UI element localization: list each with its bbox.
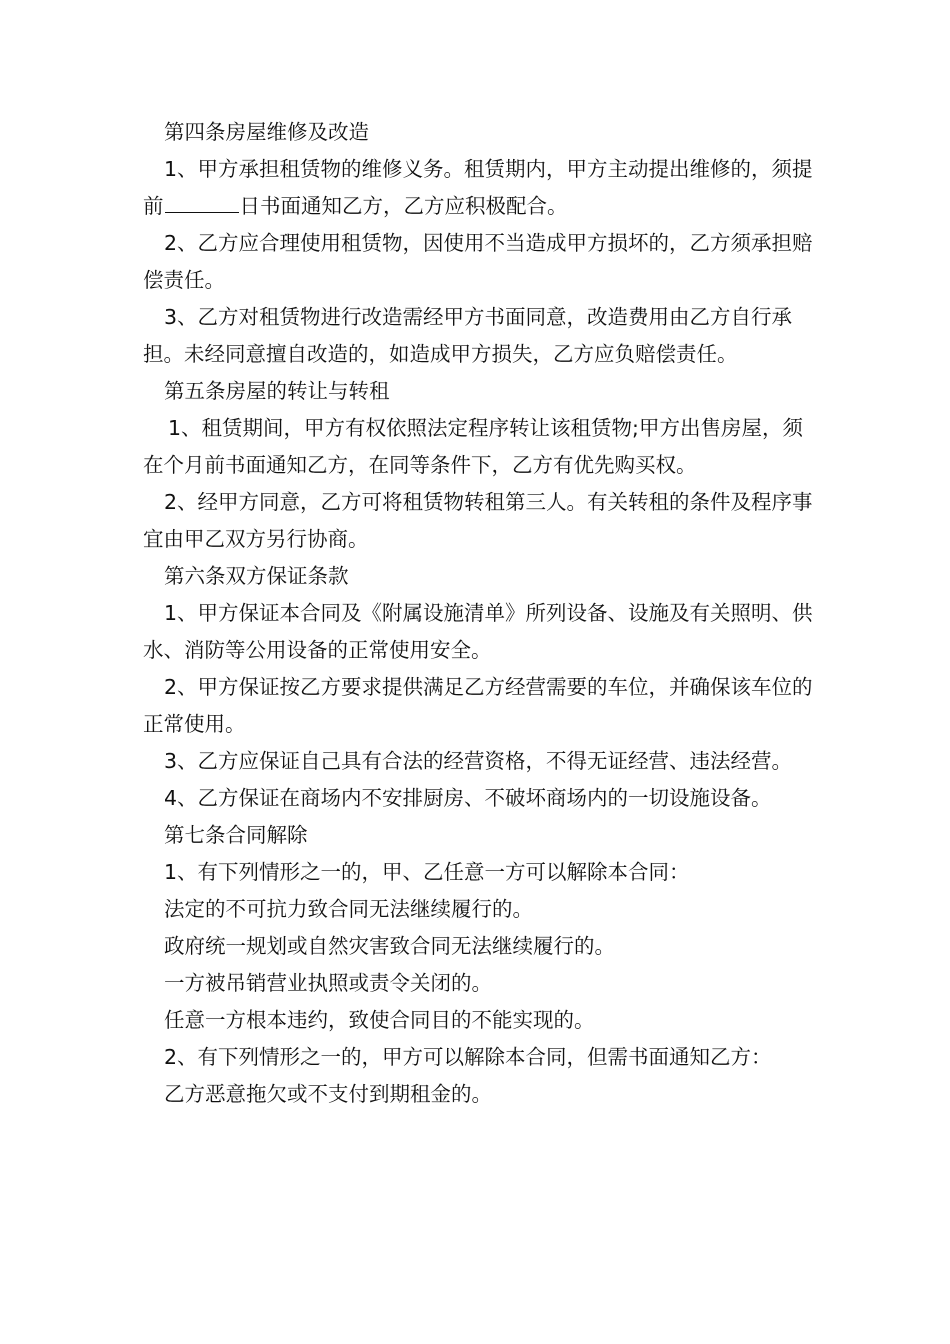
article-7-condition-1: 法定的不可抗力致合同无法继续履行的。: [164, 897, 533, 921]
article-5-heading: 第五条房屋的转让与转租: [164, 379, 390, 403]
article-6-heading: 第六条双方保证条款: [164, 564, 349, 588]
article-7-condition-2: 政府统一规划或自然灾害致合同无法继续履行的。: [164, 934, 615, 958]
article-4-heading: 第四条房屋维修及改造: [164, 120, 369, 144]
article-5-clause-2: 2、经甲方同意，乙方可将租赁物转租第三人。有关转租的条件及程序事宜由甲乙双方另行协商。: [143, 490, 813, 551]
article-6-clause-2: 2、甲方保证按乙方要求提供满足乙方经营需要的车位，并确保该车位的正常使用。: [143, 675, 813, 736]
article-4-clause-1: [143, 151, 823, 225]
article-6-clause-3: 3、乙方应保证自己具有合法的经营资格，不得无证经营、违法经营。: [164, 749, 793, 773]
article-7-condition-4: 任意一方根本违约，致使合同目的不能实现的。: [164, 1008, 595, 1032]
article-4-clause-2: 2、乙方应合理使用租赁物，因使用不当造成甲方损坏的，乙方须承担赔偿责任。: [143, 231, 813, 292]
article-6-clause-1: 1、甲方保证本合同及《附属设施清单》所列设备、设施及有关照明、供水、消防等公用设备的正常使用安全。: [143, 601, 813, 662]
article-6-clause-4: 4、乙方保证在商场内不安排厨房、不破坏商场内的一切设施设备。: [164, 786, 772, 810]
article-7-clause-2: 2、有下列情形之一的，甲方可以解除本合同，但需书面通知乙方：: [164, 1045, 772, 1069]
article-7-clause-1: 1、有下列情形之一的，甲、乙任意一方可以解除本合同：: [164, 860, 690, 884]
document-body: [143, 114, 823, 1113]
article-4-clause-1-text-before: 1、甲方承担租赁物的维修义务。租赁期内，甲方主动提出维修的，须提前: [143, 157, 813, 218]
days-blank-field: [165, 192, 239, 213]
article-7-heading: 第七条合同解除: [164, 823, 308, 847]
article-7-condition-3: 一方被吊销营业执照或责令关闭的。: [164, 971, 492, 995]
article-4-clause-3: 3、乙方对租赁物进行改造需经甲方书面同意，改造费用由乙方自行承担。未经同意擅自改造的，如造成甲方损失，乙方应负赔偿责任。: [143, 305, 793, 366]
article-5-clause-1: 1、租赁期间，甲方有权依照法定程序转让该租赁物;甲方出售房屋，须在个月前书面通知乙方，在同等条件下，乙方有优先购买权。: [143, 416, 803, 477]
article-7-condition-5: 乙方恶意拖欠或不支付到期租金的。: [164, 1082, 492, 1106]
article-4-clause-1-text-after: 日书面通知乙方，乙方应积极配合。: [239, 194, 568, 218]
